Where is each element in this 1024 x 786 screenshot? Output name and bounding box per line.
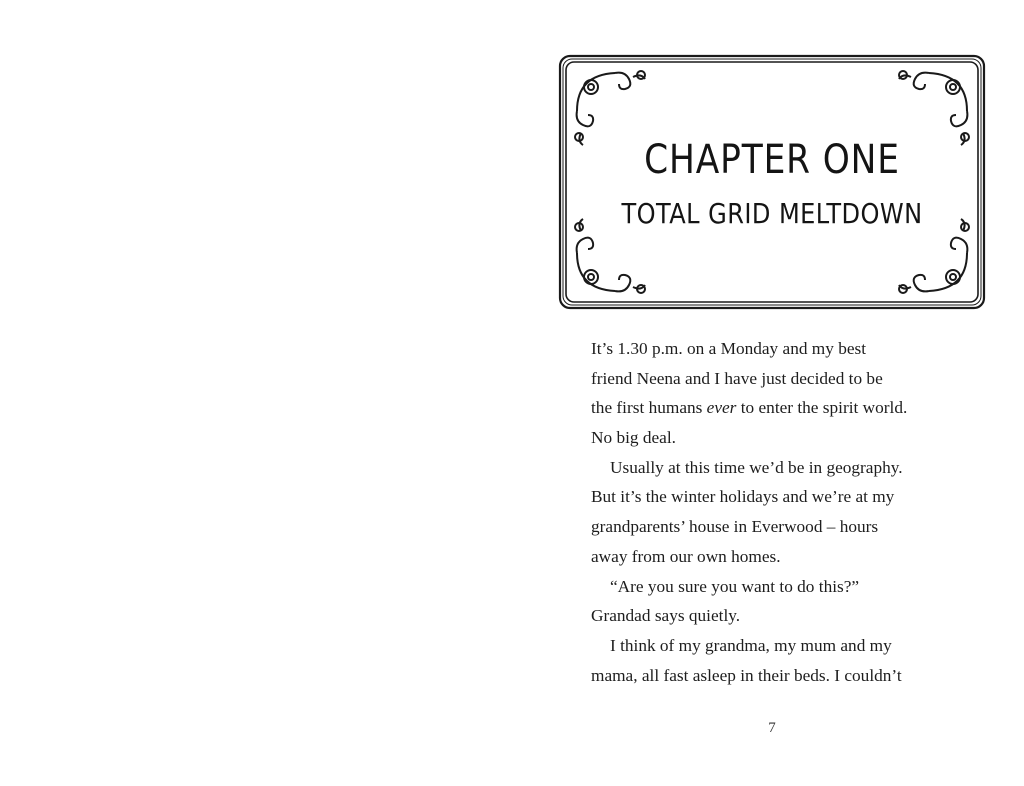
text-line: grandparents’ house in Everwood – hours xyxy=(591,517,879,537)
text-line: Grandad says quietly. xyxy=(591,606,741,626)
text-line: mama, all fast asleep in their beds. I couldn’t xyxy=(591,665,902,685)
text-line xyxy=(591,393,971,423)
text-segment: the first humans xyxy=(591,398,707,418)
text-line: “Are you sure you want to do this?” xyxy=(610,576,860,596)
corner-flourish-top-left xyxy=(575,71,645,145)
text-line: But it’s the winter holidays and we’re at my xyxy=(591,487,895,507)
text-line: It’s 1.30 p.m. on a Monday and my best xyxy=(591,339,867,358)
body-text xyxy=(591,334,971,690)
text-line: I think of my grandma, my mum and my xyxy=(610,635,892,655)
chapter-title: CHAPTER ONE xyxy=(644,137,900,183)
emphasized-word: ever xyxy=(706,398,737,418)
page-number: 7 xyxy=(768,720,776,736)
text-line: No big deal. xyxy=(591,428,676,448)
chapter-subtitle: TOTAL GRID MELTDOWN xyxy=(621,197,923,230)
text-line: Usually at this time we’d be in geography. xyxy=(610,457,903,477)
text-line: friend Neena and I have just decided to be xyxy=(591,368,883,388)
text-segment: to enter the spirit world. xyxy=(736,398,908,418)
text-line: away from our own homes. xyxy=(591,546,781,566)
corner-flourish-top-right xyxy=(899,71,969,145)
